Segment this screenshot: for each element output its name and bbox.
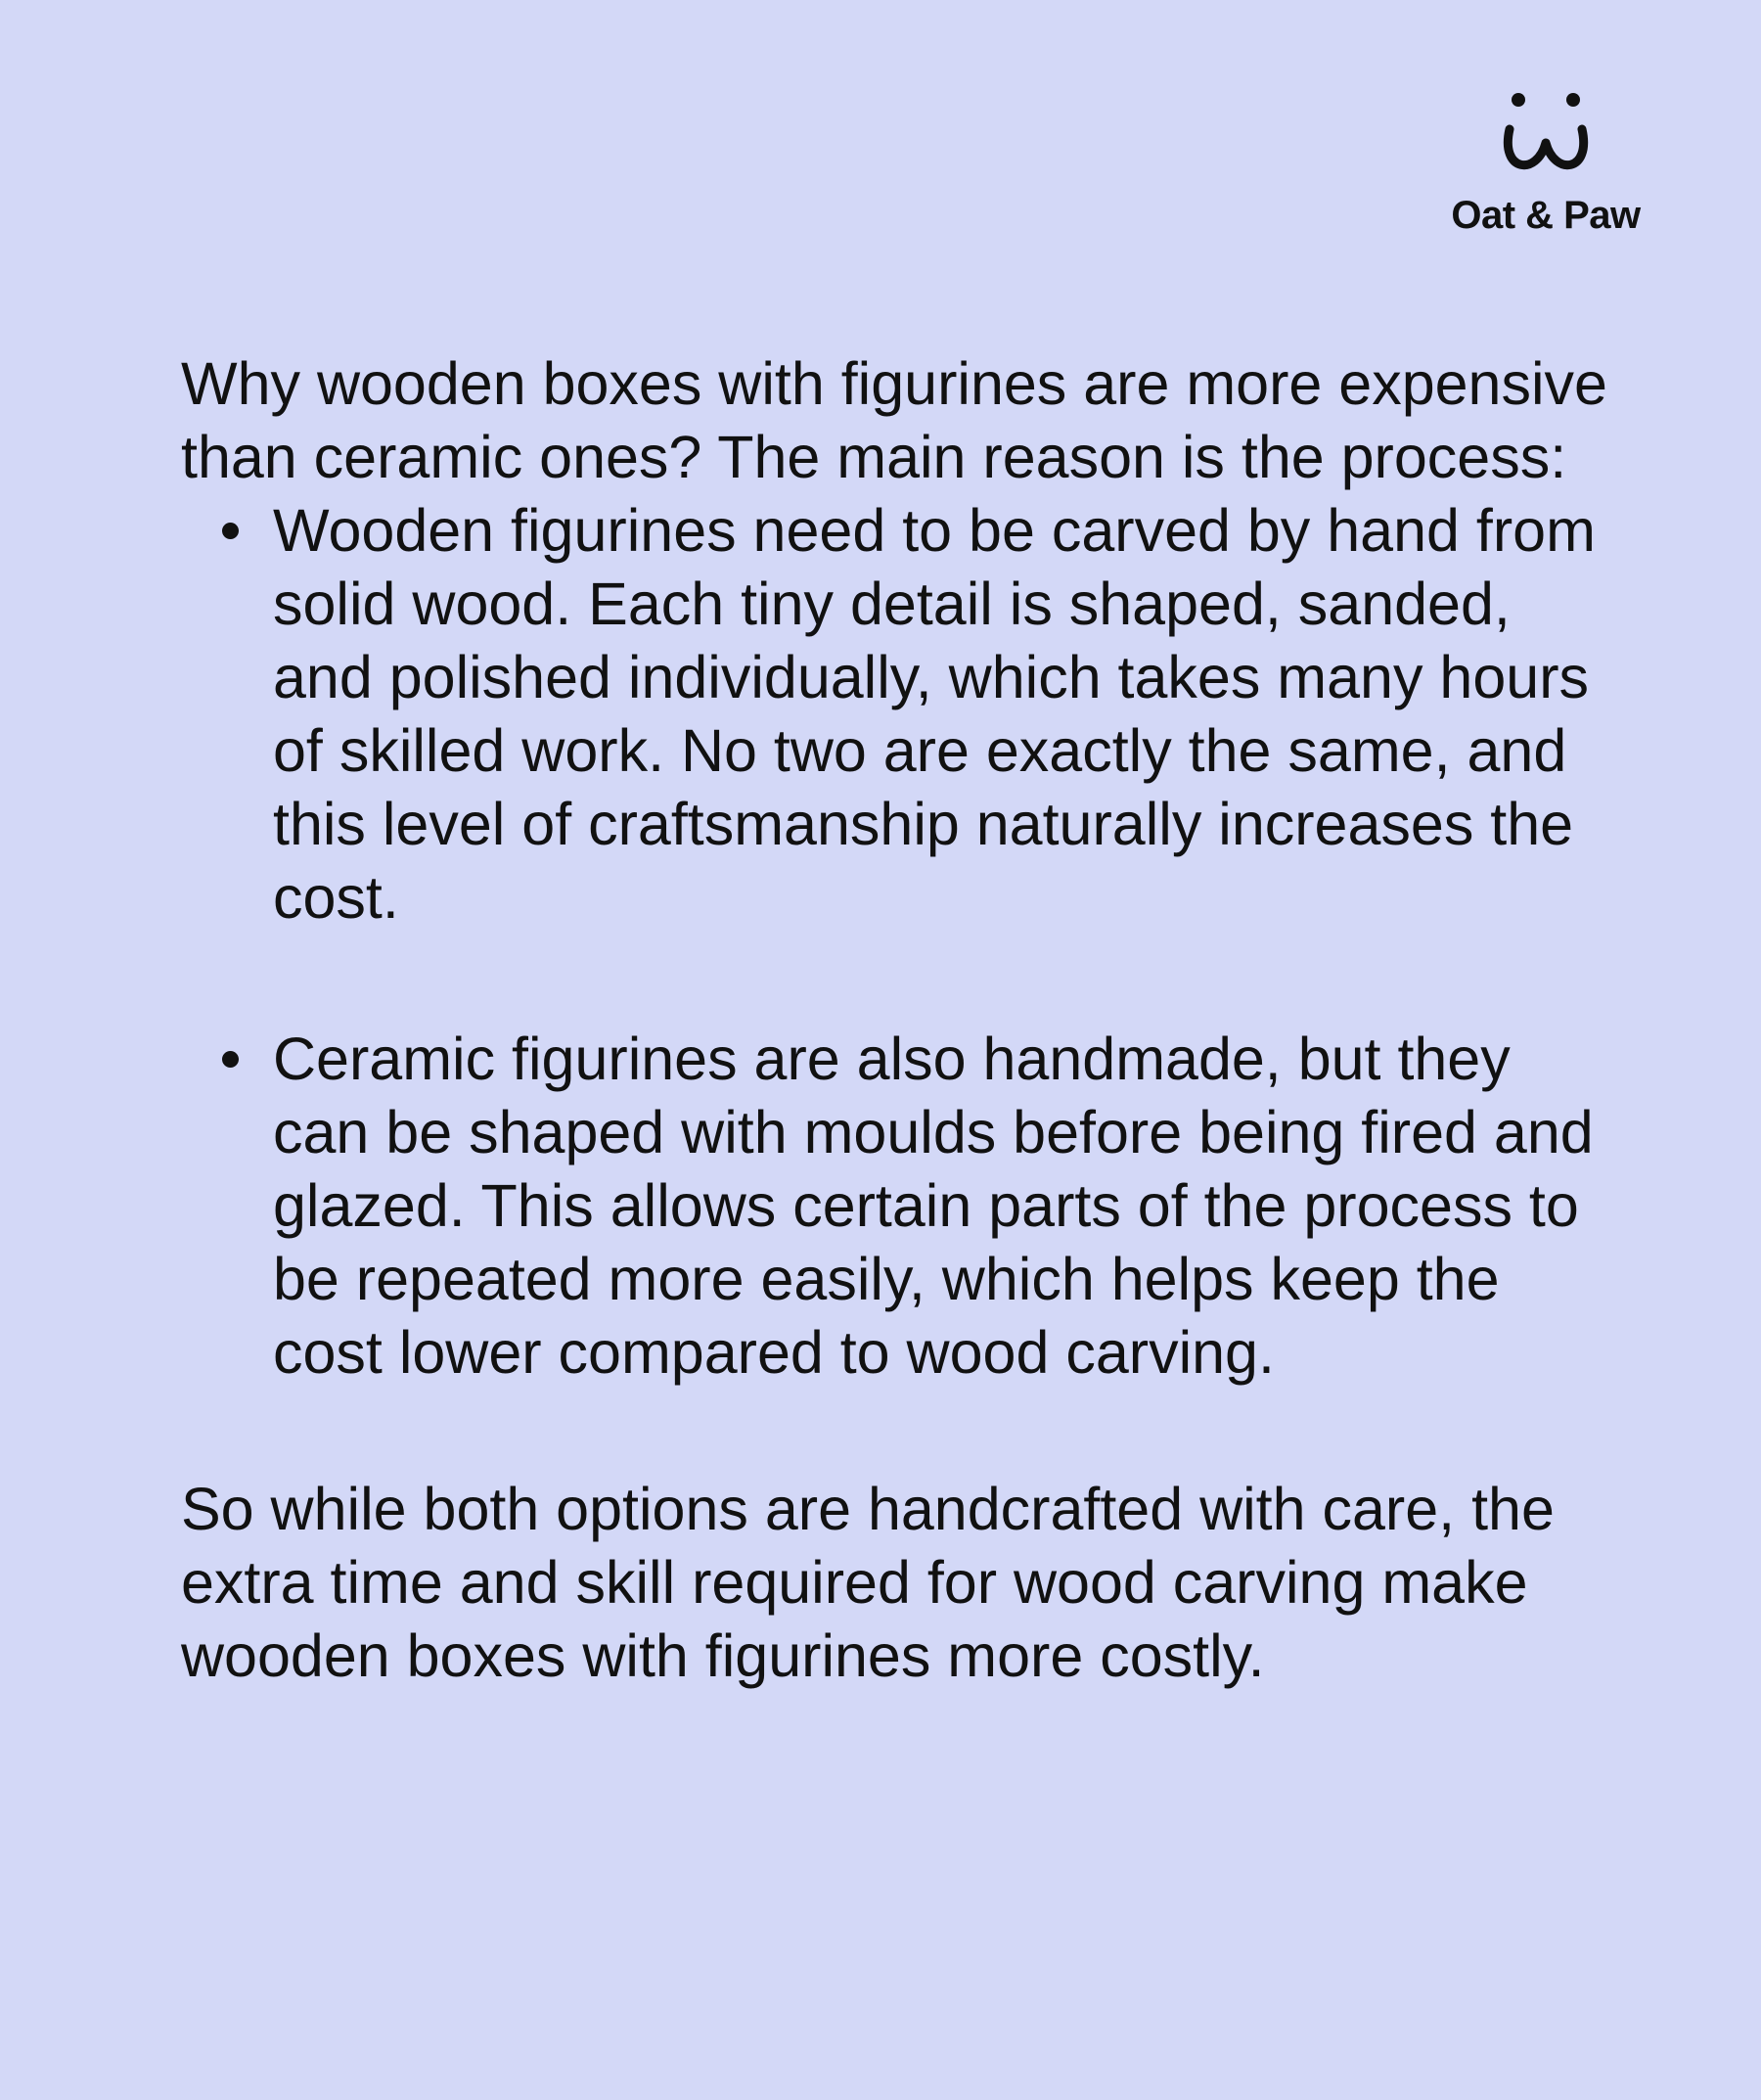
conclusion-paragraph: So while both options are handcrafted with care, the extra time and skill required for wood carving make wooden boxes with figurines more costly. xyxy=(181,1476,1555,1689)
article-body xyxy=(181,347,1609,1693)
brand-name: Oat & Paw xyxy=(1451,194,1641,237)
bullet-icon xyxy=(222,523,239,539)
bullet-icon xyxy=(222,1051,239,1068)
list-item-text: Wooden figurines need to be carved by hand from solid wood. Each tiny detail is shaped, sanded, and polished individually, which takes many hours of skilled work. No two are exactly the same, and this level of craftsmanship naturally increases the cost. xyxy=(273,497,1596,931)
list-item xyxy=(181,1023,1609,1390)
reasons-list xyxy=(181,494,1609,1390)
list-item-text: Ceramic figurines are also handmade, but they can be shaped with moulds before being fired and glazed. This allows certain parts of the process to be repeated more easily, which helps keep the cost lower compared to wood carving. xyxy=(273,1026,1594,1386)
list-item xyxy=(181,494,1609,935)
brand-logo xyxy=(1438,88,1653,238)
smiling-face-icon xyxy=(1492,88,1600,186)
intro-paragraph: Why wooden boxes with figurines are more expensive than ceramic ones? The main reason is the process: xyxy=(181,350,1607,490)
